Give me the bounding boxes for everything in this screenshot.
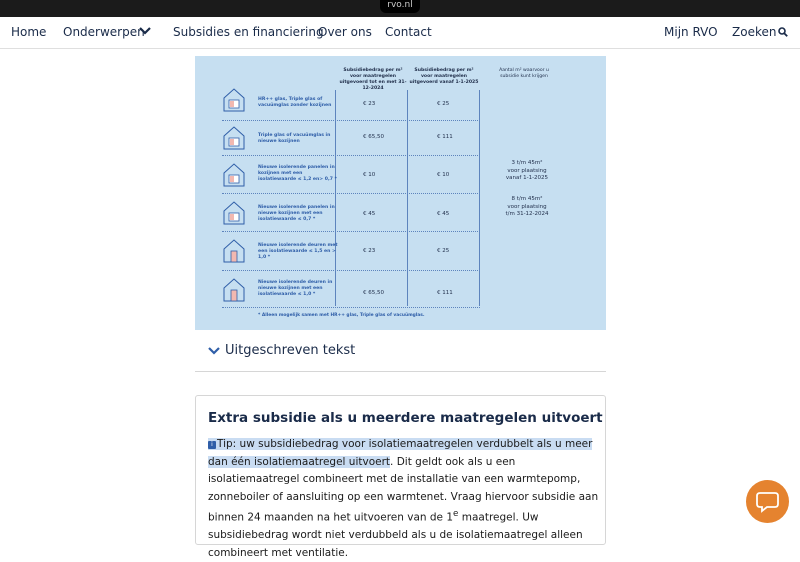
row-divider [222, 231, 480, 232]
url-label[interactable]: rvo.nl [380, 0, 420, 13]
nav-subsidies[interactable]: Subsidies en financiering [173, 25, 324, 39]
search-icon[interactable] [778, 27, 788, 37]
nav-zoeken[interactable]: Zoeken [732, 25, 777, 39]
value-until-2024: € 65,50 [363, 290, 384, 296]
value-from-2025: € 25 [437, 248, 450, 254]
house-door-icon [222, 276, 246, 302]
main-navigation [0, 17, 800, 49]
tip-highlight: i Tip: uw subsidiebedrag voor isolatiemaatregelen verdubbelt als u meer dan één isolatiemaatregel uitvoert [208, 438, 593, 468]
subsidy-infographic [195, 56, 606, 330]
value-until-2024: € 45 [363, 211, 376, 217]
written-text-expander[interactable] [195, 334, 606, 372]
row-label: Nieuwe isolerende deuren met een isolatiewaarde ≤ 1,5 en > 1,0 * [258, 243, 338, 260]
house-window-icon [222, 86, 246, 112]
area-note-2025: 3 t/m 45m² voor plaatsing vanaf 1-1-2025 [505, 160, 549, 181]
chat-bubble-icon [746, 480, 789, 523]
value-from-2025: € 10 [437, 172, 450, 178]
nav-over-ons[interactable]: Over ons [318, 25, 372, 39]
card-body: i Tip: uw subsidiebedrag voor isolatiemaatregelen verdubbelt als u meer dan één isolatiemaatregel uitvoert. Dit geldt ook als u een isolatiemaatregel combineert met de installatie van een warmtepomp, zonneboiler of aansluiting op een warmtenet. Vraag hiervoor subsidie aan binnen 24 maanden na het uitvoeren van de 1e maatregel. Uw subsidiebedrag wordt niet verdubbeld als u de isolatiemaatregel alleen combineert met ventilatie. [208, 438, 599, 559]
column-divider [479, 90, 480, 306]
expander-label[interactable]: Uitgeschreven tekst [225, 343, 356, 358]
house-window-icon [222, 124, 246, 150]
value-from-2025: € 111 [437, 290, 453, 296]
row-divider [222, 307, 480, 308]
column-header-area: Aantal m² waarvoor u subsidie kunt krijgen [499, 68, 549, 79]
row-label: Nieuwe isolerende deuren in nieuwe kozijnen met een isolatiewaarde ≤ 1,0 * [258, 280, 333, 297]
extra-subsidy-card [195, 395, 606, 559]
value-from-2025: € 25 [437, 101, 450, 107]
column-header-from-2025: Subsidiebedrag per m² voor maatregelen uitgevoerd vanaf 1-1-2025 [409, 68, 479, 85]
row-divider [222, 193, 480, 194]
row-divider [222, 155, 480, 156]
browser-top-bar [0, 0, 800, 17]
column-header-until-2024: Subsidiebedrag per m² voor maatregelen uitgevoerd tot en met 31-12-2024 [339, 68, 407, 91]
value-until-2024: € 10 [363, 172, 376, 178]
house-window-icon [222, 161, 246, 187]
value-until-2024: € 65,50 [363, 134, 384, 140]
value-from-2025: € 45 [437, 211, 450, 217]
nav-contact[interactable]: Contact [385, 25, 432, 39]
house-window-icon [222, 199, 246, 225]
row-label: Triple glas of vacuümglas in nieuwe kozijnen [258, 133, 331, 144]
footnote: * Alleen mogelijk samen met HR++ glas, Triple glas of vacuümglas. [258, 313, 425, 318]
column-divider [407, 90, 408, 306]
row-label: Nieuwe isolerende panelen in kozijnen met een isolatiewaarde ≤ 1,2 en> 0,7 * [258, 165, 337, 182]
info-icon: i [208, 441, 216, 449]
area-note-2024: 8 t/m 45m² voor plaatsing t/m 31-12-2024 [505, 196, 549, 217]
column-divider [335, 90, 336, 306]
nav-onderwerpen[interactable]: Onderwerpen [63, 25, 145, 39]
value-until-2024: € 23 [363, 248, 376, 254]
chevron-down-icon[interactable] [139, 26, 151, 36]
card-title: Extra subsidie als u meerdere maatregelen uitvoert [208, 410, 603, 426]
nav-mijn-rvo[interactable]: Mijn RVO [664, 25, 718, 39]
row-divider [222, 270, 480, 271]
house-door-icon [222, 237, 246, 263]
row-label: HR++ glas, Triple glas of vacuümglas zonder kozijnen [258, 97, 332, 108]
nav-home[interactable]: Home [11, 25, 47, 39]
chevron-down-icon[interactable] [208, 346, 220, 356]
chat-button[interactable] [746, 480, 789, 523]
value-from-2025: € 111 [437, 134, 453, 140]
row-divider [222, 120, 480, 121]
value-until-2024: € 23 [363, 101, 376, 107]
row-label: Nieuwe isolerende panelen in nieuwe kozijnen met een isolatiewaarde ≤ 0,7 * [258, 205, 335, 222]
